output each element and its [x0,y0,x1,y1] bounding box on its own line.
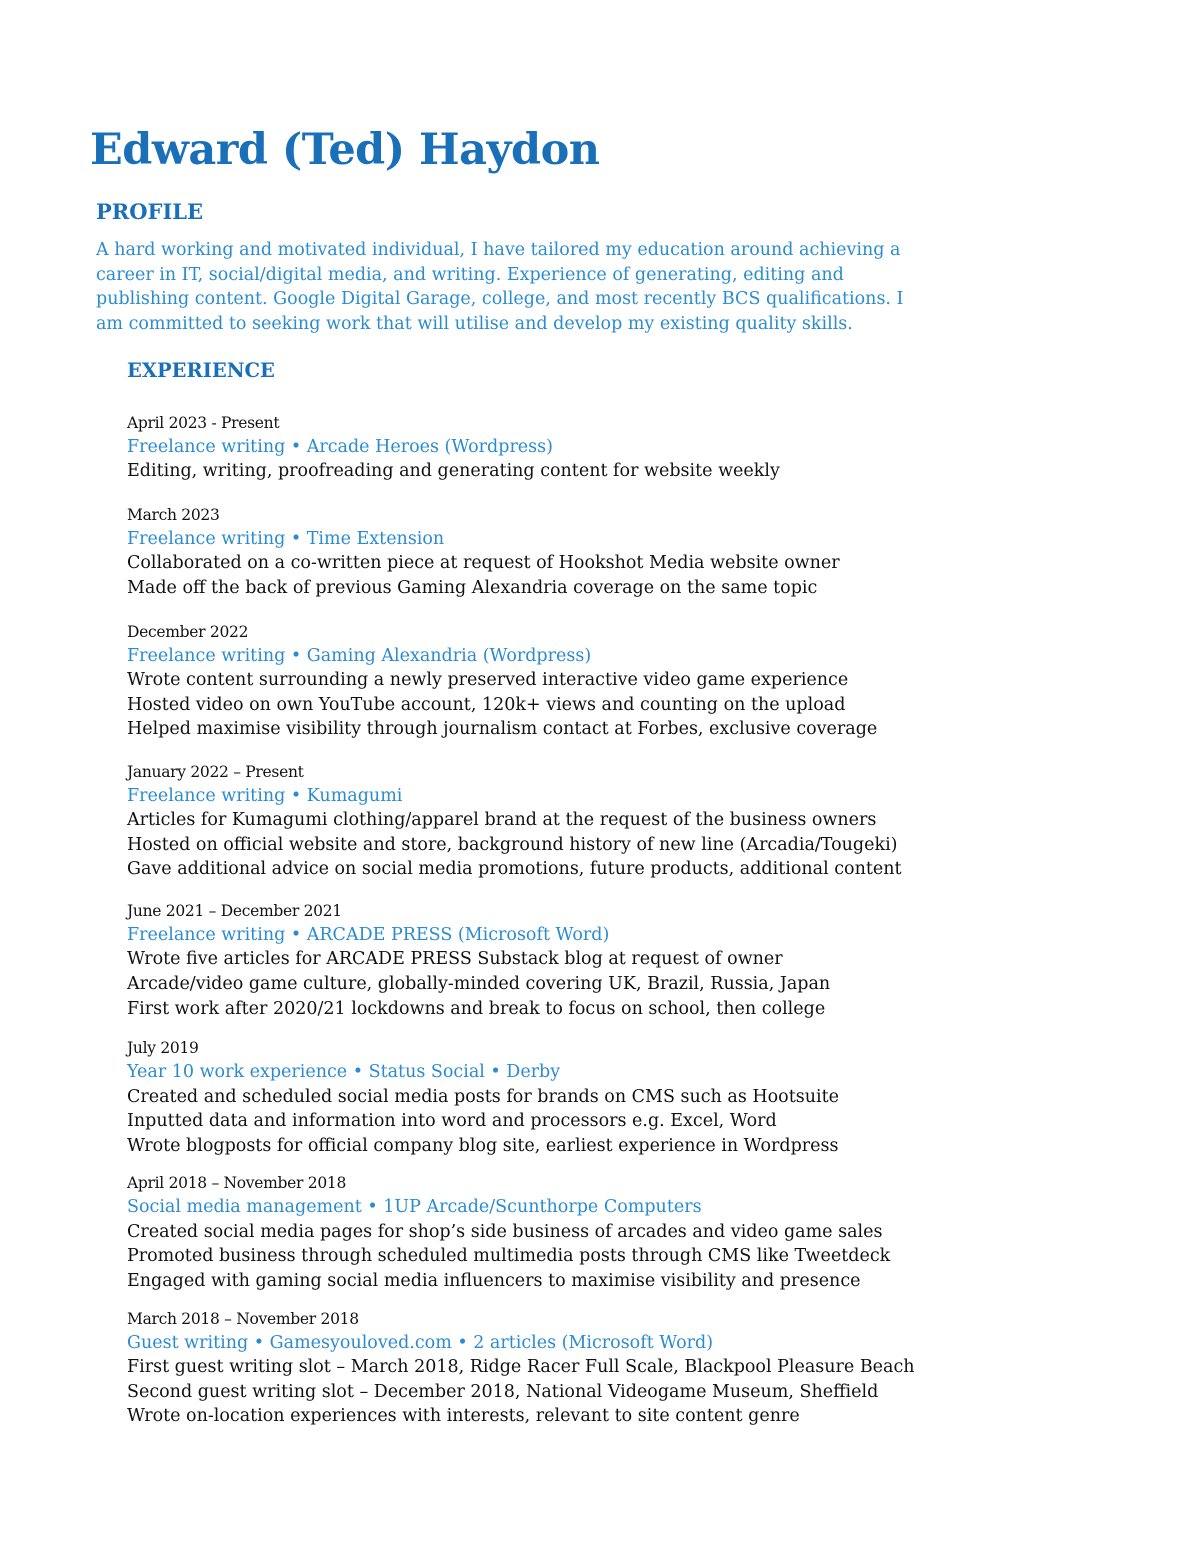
experience-list [127,396,1127,1429]
experience-entry [127,1037,1127,1158]
candidate-name: Edward (Ted) Haydon [90,125,600,175]
entry-date: January 2022 – Present [127,762,304,781]
entry-detail: Wrote on-location experiences with interests, relevant to site content genre [127,1406,800,1427]
entry-detail: Wrote blogposts for official company blog site, earliest experience in Wordpress [127,1135,839,1156]
entry-date: December 2022 [127,622,249,641]
entry-role: Freelance writing • Gaming Alexandria (Wordpress) [127,645,592,666]
entry-role: Freelance writing • ARCADE PRESS (Microsoft Word) [127,924,610,945]
experience-heading: EXPERIENCE [127,359,275,382]
entry-detail: Arcade/video game culture, globally-minded covering UK, Brazil, Russia, Japan [127,973,831,994]
entry-role: Social media management • 1UP Arcade/Scunthorpe Computers [127,1197,702,1218]
entry-date: April 2018 – November 2018 [127,1174,347,1193]
entry-detail: Hosted video on own YouTube account, 120k+ views and counting on the upload [127,694,846,715]
experience-entry [127,1172,1127,1293]
entry-detail: Created social media pages for shop’s side business of arcades and video game sales [127,1221,883,1242]
experience-entry [127,504,1127,601]
entry-detail: Promoted business through scheduled multimedia posts through CMS like Tweetdeck [127,1246,891,1267]
entry-date: March 2018 – November 2018 [127,1309,359,1328]
experience-entry [127,621,1127,742]
entry-detail: First guest writing slot – March 2018, Ridge Racer Full Scale, Blackpool Pleasure Beach [127,1356,915,1377]
experience-entry [127,761,1127,882]
entry-detail: Articles for Kumagumi clothing/apparel brand at the request of the business owners [127,810,877,831]
entry-role: Freelance writing • Time Extension [127,529,445,549]
entry-detail: Gave additional advice on social media promotions, future products, additional content [127,859,902,880]
entry-detail: First work after 2020/21 lockdowns and break to focus on school, then college [127,998,826,1019]
experience-entry [127,412,1127,484]
entry-detail: Helped maximise visibility through journalism contact at Forbes, exclusive coverage [127,719,878,740]
entry-detail: Created and scheduled social media posts for brands on CMS such as Hootsuite [127,1086,839,1107]
entry-detail: Editing, writing, proofreading and generating content for website weekly [127,461,780,482]
entry-detail: Engaged with gaming social media influencers to maximise visibility and presence [127,1270,861,1291]
entry-date: June 2021 – December 2021 [127,901,342,920]
entry-date: April 2023 - Present [127,414,280,432]
entry-role: Year 10 work experience • Status Social • Derby [127,1062,561,1083]
entry-detail: Hosted on official website and store, background history of new line (Arcadia/Tougeki) [127,834,898,855]
profile-line: am committed to seeking work that will utilise and develop my existing quality skills. [96,313,853,334]
entry-date: March 2023 [127,506,220,524]
entry-role: Freelance writing • Kumagumi [127,785,403,806]
entry-role: Freelance writing • Arcade Heroes (Wordpress) [127,437,553,457]
entry-detail: Wrote five articles for ARCADE PRESS Substack blog at request of owner [127,949,783,970]
entry-detail: Made off the back of previous Gaming Alexandria coverage on the same topic [127,578,818,598]
experience-entry [127,900,1127,1021]
entry-detail: Inputted data and information into word and processors e.g. Excel, Word [127,1111,777,1132]
profile-line: publishing content. Google Digital Garage, college, and most recently BCS qualifications. I [96,289,904,310]
profile-line: career in IT, social/digital media, and writing. Experience of generating, editing and [96,264,844,285]
entry-role: Guest writing • Gamesyouloved.com • 2 articles (Microsoft Word) [127,1332,714,1353]
entry-date: July 2019 [127,1039,199,1058]
profile-line: A hard working and motivated individual, I have tailored my education around achieving a [96,240,901,260]
profile-heading: PROFILE [96,199,204,224]
experience-entry [127,1308,1127,1429]
profile-summary [96,238,996,336]
entry-detail: Second guest writing slot – December 2018, National Videogame Museum, Sheffield [127,1381,879,1402]
entry-detail: Wrote content surrounding a newly preserved interactive video game experience [127,670,849,690]
entry-detail: Collaborated on a co-written piece at request of Hookshot Media website owner [127,553,840,574]
